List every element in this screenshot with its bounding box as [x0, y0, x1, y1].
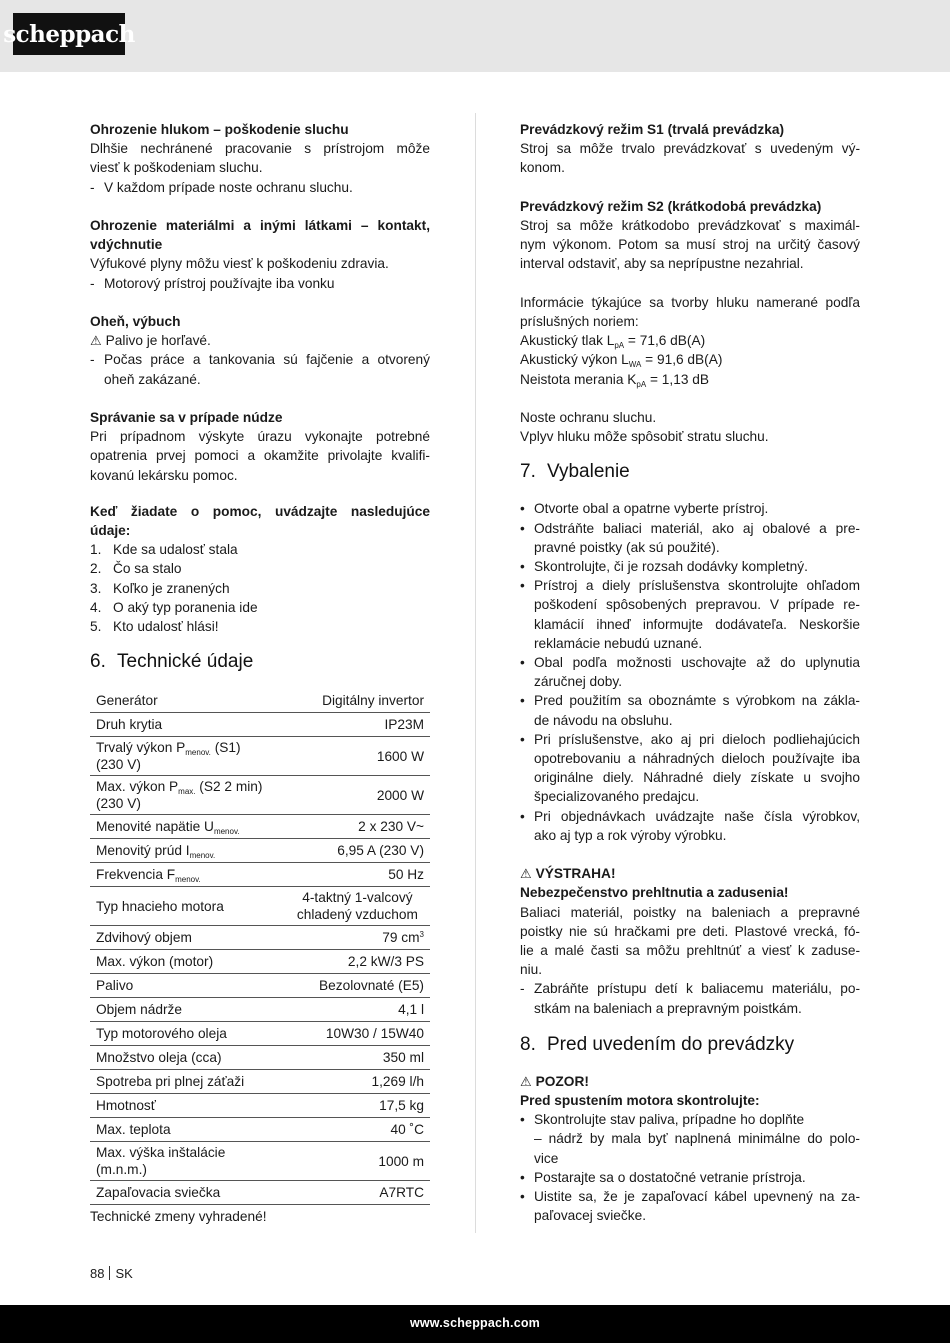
- section-6-heading: 6. Technické údaje: [90, 651, 254, 673]
- page-header: [0, 0, 950, 72]
- warning-label: ⚠ VÝSTRAHA!: [520, 864, 860, 883]
- uncertainty: Neistota merania $K_{pA} = 1,13$ dB: [520, 371, 709, 389]
- list-item: • Skontrolujte, či je rozsah dodávky kompletný.: [520, 559, 808, 575]
- list-item: • Prístroj a diely príslušenstva skontrolujte ohľadom poškodení spôsobených prepravou. V prípade re- klamácií ihneď informujte dodávateľa. Neskoršie reklamácie nebudú uznané.: [520, 578, 860, 651]
- materials-heading-2: vdýchnutie: [90, 237, 163, 253]
- hearing-text-2: Vplyv hluku môže spôsobiť stratu sluchu.: [520, 429, 769, 445]
- left-column: [90, 120, 430, 1226]
- table-row: Zdvihový objem 79 $cm^3$: [90, 926, 430, 950]
- table-row: Frekvencia $F_{menov.}$ 50 Hz: [90, 863, 430, 887]
- list-item: • Uistite sa, že je zapaľovací kábel upevnený na za- paľovacej sviečke.: [520, 1189, 860, 1224]
- emergency-heading: Správanie sa v prípade núdze: [90, 410, 283, 425]
- warning-heading: Nebezpečenstvo prehltnutia a zadusenia!: [520, 885, 789, 901]
- list-item: • Odstráňte baliaci materiál, ako aj obalové a pre- pravné poistky (ak sú použité).: [520, 520, 860, 555]
- warning-text-4: niu.: [520, 962, 543, 978]
- table-row: Max. výška inštalácie (m.n.m.) 1000 m: [90, 1142, 430, 1181]
- emergency-text-2: opatrenia prvej pomoci a okamžite privolajte kvalifi-: [90, 448, 430, 464]
- warning-text-3: lie a malé časti sa môžu prehltnúť a viesť k zaduse-: [520, 943, 860, 959]
- s2-text-3: interval odstaviť, aby sa neprípustne nezahrial.: [520, 256, 804, 272]
- right-column: [520, 120, 860, 1226]
- website-link[interactable]: www.scheppach.com: [409, 1316, 540, 1330]
- footer-bar: [0, 1305, 950, 1343]
- warning-triangle-icon: ⚠: [520, 1073, 532, 1089]
- hearing-text-1: Noste ochranu sluchu.: [520, 410, 657, 425]
- list-item: • Pri príslušenstve, ako aj pri dieloch podliehajúcich opotrebovaniu a náhradných dieloch používajte iba originálne diely. Náhradné diely získate u svojho špecializovaného predajcu.: [520, 731, 860, 805]
- help-heading-2: údaje:: [90, 523, 131, 539]
- page-number: 88 SK: [90, 1266, 133, 1281]
- list-item: • Postarajte sa o dostatočné vetranie prístroja.: [520, 1169, 806, 1185]
- sound-pressure: Akustický tlak $L_{pA} = 71,6$ dB(A): [520, 333, 706, 351]
- list-item: - Zabráňte prístupu detí k baliacemu materiálu, po- stkám na baleniach a prepravným poistkám.: [520, 981, 860, 1016]
- s2-text-2: nym výkonom. Potom sa musí stroj na určitý časový: [520, 237, 860, 253]
- table-row: Druh krytia IP23M: [90, 713, 430, 737]
- technical-data-table: [90, 689, 430, 1205]
- s2-heading: Prevádzkový režim S2 (krátkodobá prevádzka): [520, 198, 822, 214]
- emergency-text-1: Pri prípadnom výskyte úrazu vykonajte potrebné: [90, 429, 430, 445]
- noise-text-2: viesť k poškodeniam sluchu.: [90, 160, 263, 176]
- table-row: Objem nádrže 4,1 l: [90, 998, 430, 1022]
- table-row: Max. výkon $P_{max.}$ (S2 2 min) (230 V) 2000 W: [90, 776, 430, 815]
- table-row: Zapaľovacia sviečka A7RTC: [90, 1181, 430, 1205]
- scheppach-logo: scheppach: [13, 13, 125, 55]
- emergency-text-3: kovanú lekársku pomoc.: [90, 467, 238, 483]
- fire-heading: Oheň, výbuch: [90, 314, 181, 329]
- section-7-heading: 7. Vybalenie: [520, 461, 630, 483]
- s1-text-1: Stroj sa môže trvalo prevádzkovať s uvedeným vý-: [520, 141, 860, 157]
- noise-heading: Ohrozenie hlukom – poškodenie sluchu: [90, 122, 349, 137]
- help-heading-1: Keď žiadate o pomoc, uvádzajte nasledujúce: [90, 503, 430, 519]
- list-item: 3. Koľko je zranených: [90, 580, 230, 596]
- section-8-heading: 8. Pred uvedením do prevádzky: [520, 1033, 795, 1055]
- list-item: - Počas práce a tankovania sú fajčenie a otvorený oheň zakázané.: [90, 352, 430, 387]
- warning-triangle-icon: ⚠: [520, 866, 532, 882]
- s1-heading: Prevádzkový režim S1 (trvalá prevádzka): [520, 122, 784, 137]
- list-item: • Skontrolujte stav paliva, prípadne ho doplňte – nádrž by mala byť naplnená minimálne do polo- vice: [520, 1112, 860, 1166]
- table-row: Menovitý prúd $I_{menov.}$ 6,95 A (230 V): [90, 839, 430, 863]
- noise-info-2: príslušných noriem:: [520, 314, 639, 329]
- table-row: Menovité napätie $U_{menov.}$ 2 x 230 V~: [90, 815, 430, 839]
- s1-text-2: konom.: [520, 160, 565, 176]
- list-item: • Otvorte obal a opatrne vyberte prístroj.: [520, 501, 769, 517]
- table-row: Max. výkon (motor) 2,2 kW/3 PS: [90, 950, 430, 974]
- list-item: 5. Kto udalosť hlási!: [90, 619, 219, 635]
- warning-text-1: Baliaci materiál, poistky na baleniach a prepravné: [520, 904, 860, 920]
- warning-text-2: poistky nie sú hračkami pre deti. Plastové vrecká, fó-: [520, 923, 860, 939]
- list-item: 1. Kde sa udalosť stala: [90, 542, 238, 558]
- table-row: Trvalý výkon $P_{menov.}$ (S1) (230 V) 1600 W: [90, 737, 430, 776]
- caution-label: ⚠ POZOR!: [520, 1072, 860, 1091]
- table-row: Spotreba pri plnej záťaži 1,269 l/h: [90, 1070, 430, 1094]
- table-row: Typ hnacieho motora 4-taktný 1-valcový chladený vzduchom: [90, 887, 430, 926]
- table-row: Palivo Bezolovnaté (E5): [90, 974, 430, 998]
- s2-text-1: Stroj sa môže krátkodobo prevádzkovať s maximál-: [520, 218, 860, 233]
- list-item: - Motorový prístroj používajte iba vonku: [90, 275, 335, 291]
- table-row: Množstvo oleja (cca) 350 ml: [90, 1046, 430, 1070]
- column-divider: [475, 113, 476, 1233]
- table-row: Typ motorového oleja 10W30 / 15W40: [90, 1022, 430, 1046]
- list-item: • Pred použitím sa oboznámte s výrobkom na zákla- de návodu na obsluhu.: [520, 693, 860, 728]
- list-item: - V každom prípade noste ochranu sluchu.: [90, 179, 353, 195]
- spec-note: Technické zmeny vyhradené!: [90, 1209, 267, 1225]
- fire-warning: ⚠ Palivo je horľavé.: [90, 331, 430, 350]
- list-item: • Obal podľa možnosti uschovajte až do uplynutia záručnej doby.: [520, 655, 860, 690]
- caution-heading: Pred spustením motora skontrolujte:: [520, 1093, 760, 1109]
- table-row: Hmotnosť 17,5 kg: [90, 1094, 430, 1118]
- unpack-list: [520, 499, 860, 845]
- table-row: Max. teplota 40 ˚C: [90, 1118, 430, 1142]
- list-item: 2. Čo sa stalo: [90, 561, 182, 577]
- materials-text: Výfukové plyny môžu viesť k poškodeniu zdravia.: [90, 256, 389, 272]
- list-item: 4. O aký typ poranenia ide: [90, 599, 258, 615]
- sound-power: Akustický výkon $L_{WA} = 91,6$ dB(A): [520, 352, 723, 370]
- warning-triangle-icon: ⚠: [90, 333, 102, 349]
- table-row: Generátor Digitálny invertor: [90, 689, 430, 713]
- materials-heading-1: Ohrozenie materiálmi a inými látkami – kontakt,: [90, 218, 430, 233]
- noise-info-1: Informácie týkajúce sa tvorby hluku namerané podľa: [520, 294, 860, 310]
- noise-text-1: Dlhšie nechránené pracovanie s prístrojom môže: [90, 141, 430, 157]
- list-item: • Pri objednávkach uvádzajte naše čísla výrobkov, ako aj typ a rok výroby výrobku.: [520, 808, 860, 843]
